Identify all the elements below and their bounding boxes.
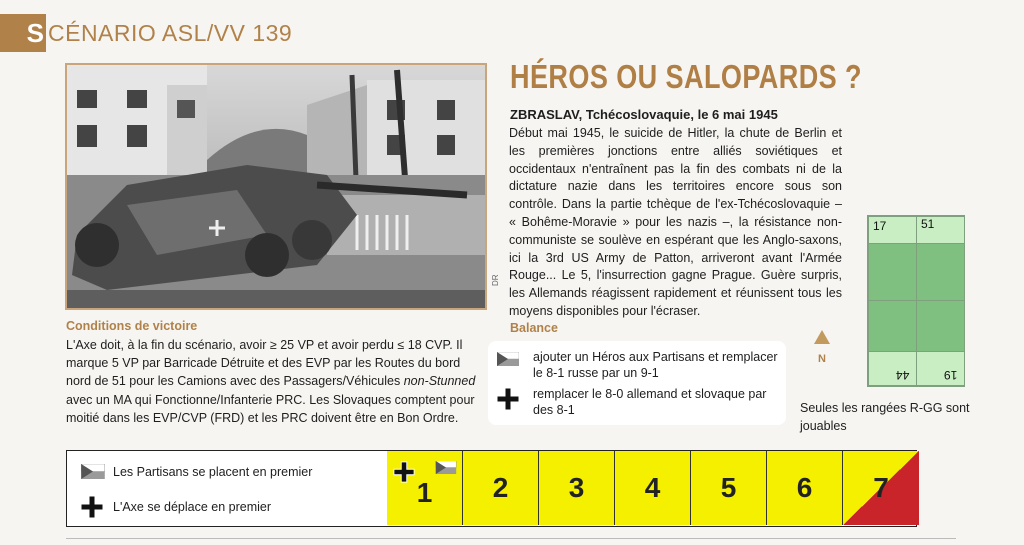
turn-number: 7 — [873, 472, 889, 503]
victory-conditions-text — [66, 336, 479, 427]
map-board-bottom-left — [868, 351, 917, 386]
map-board-label: 44 — [896, 368, 910, 382]
victory-text-italic: non-Stunned — [403, 374, 476, 389]
turn-cell-5 — [691, 451, 767, 525]
page-divider — [66, 538, 956, 539]
north-arrow-icon — [814, 330, 830, 344]
map-board-label: 51 — [921, 217, 935, 231]
turn-number: 3 — [568, 472, 585, 503]
balance-axis: remplacer le 8-0 allemand et slovaque par des 8-1 — [533, 387, 767, 417]
balance-title: Balance — [510, 321, 558, 335]
balance-partisan: ajouter un Héros aux Partisans et remplacer le 8-1 russe par un 9-1 — [533, 350, 778, 380]
map-board-label: 19 — [944, 368, 958, 382]
czech-flag-icon — [435, 461, 457, 474]
turn-number: 1 — [416, 477, 433, 508]
map-board-mid-left-b — [868, 300, 917, 352]
victory-text-part: L'Axe doit, à la fin du scénario, avoir ≥ 25 VP et avoir perdu ≤ 18 CVP. Il marque 5 VP par Barricade Détruite et des EVP par les Routes du bord nord de 51 pour les Camions avec des Passagers/Véhicules — [66, 338, 463, 389]
scenario-intro: Début mai 1945, le suicide de Hitler, la chute de Berlin et les premières jonctions entre alliés soviétiques et occidentaux n'entraînent pas la fin des combats ni de la dictature nazie dans les territoires encore sous son contrôle. Dans la partie tchèque de l'ex-Tchécoslovaquie – « Bohême-Moravie » pour les nazis –, la résistance non-communiste se soulève en espérant que les Anglo-saxons, ici la 3rd US Army de Patton, arriveront avant l'Armée Rouge... Le 5, l'insurrection gagne Prague. Guère surpris, les Allemands réagissent rapidement et réunissent tous les moyens disponibles pour l'écraser. — [509, 126, 842, 318]
turn-cell-6 — [767, 451, 843, 525]
scenario-title: HÉROS OU SALOPARDS ? — [510, 58, 862, 95]
axis-moves-text: L'Axe se déplace en premier — [113, 500, 272, 514]
victory-conditions-title: Conditions de victoire — [66, 319, 198, 333]
map-board-bottom-right — [916, 351, 965, 386]
german-cross-icon — [496, 387, 520, 411]
turn-number: 5 — [720, 472, 737, 503]
scenario-header-text: CÉNARIO ASL/VV 139 — [48, 19, 293, 46]
scenario-location-date: ZBRASLAV, Tchécoslovaquie, le 6 mai 1945 — [510, 107, 778, 122]
turn-number: 2 — [492, 472, 509, 503]
historical-photo — [65, 63, 487, 310]
scenario-badge: S — [0, 14, 46, 52]
german-cross-icon — [80, 495, 104, 519]
czech-flag-icon — [497, 352, 519, 366]
map-configuration — [867, 215, 965, 387]
map-board-mid-right-b — [916, 300, 965, 352]
turn-cell-3 — [539, 451, 615, 525]
photo-illustration — [67, 65, 485, 308]
turn-cell-1 — [387, 451, 463, 525]
turn-cell-7 — [843, 451, 919, 525]
turn-cell-2 — [463, 451, 539, 525]
german-cross-icon — [393, 461, 415, 483]
scenario-header — [0, 14, 300, 52]
playable-area-note: Seules les rangées R-GG sont jouables — [800, 401, 970, 433]
turn-number: 6 — [796, 472, 813, 503]
photo-credit: DR — [491, 274, 500, 286]
czech-flag-icon — [81, 464, 105, 479]
map-board-mid-right-a — [916, 243, 965, 301]
turn-setup-info — [67, 451, 388, 525]
turn-cell-4 — [615, 451, 691, 525]
turn-number: 4 — [644, 472, 661, 503]
map-board-mid-left-a — [868, 243, 917, 301]
turn-cells — [387, 451, 919, 525]
turn-record-track — [66, 450, 917, 527]
partisans-setup-text: Les Partisans se placent en premier — [113, 465, 313, 479]
victory-text-part: avec un MA qui Fonctionne/Infanterie PRC. Les Slovaques comptent pour moitié dans les EVP/CVP (FRD) et les PRC doivent être en Bon Ordre. — [66, 392, 475, 425]
map-board-label: 17 — [873, 219, 887, 233]
north-label: N — [818, 353, 826, 365]
